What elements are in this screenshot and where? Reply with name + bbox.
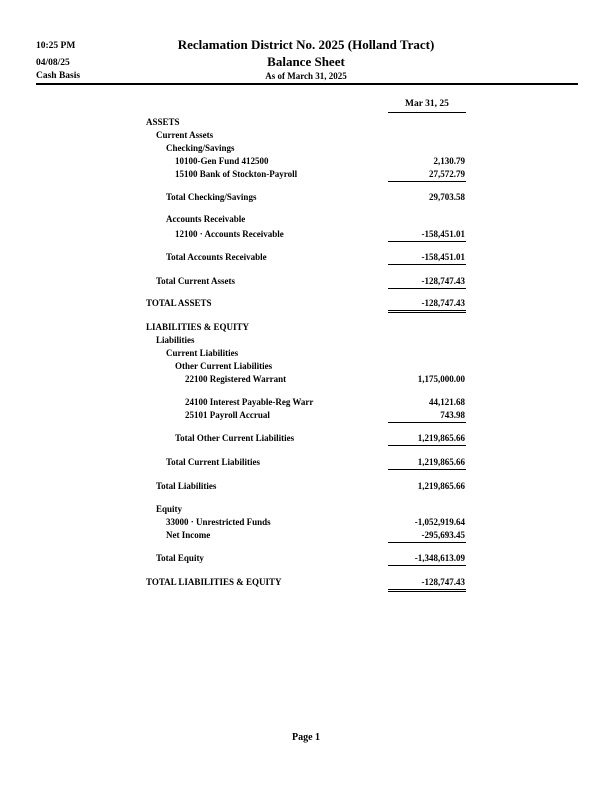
subtotal-rule [388, 288, 466, 289]
column-header: Mar 31, 25 [405, 99, 449, 109]
row-amount: -158,451.01 [421, 252, 465, 262]
table-row [0, 156, 612, 169]
table-row [0, 481, 612, 494]
table-row [0, 130, 612, 143]
table-row [0, 117, 612, 130]
total-double-rule [388, 589, 466, 592]
table-row [0, 553, 612, 566]
row-amount: -128,747.43 [421, 577, 465, 587]
header-rule [36, 83, 578, 85]
subtotal-rule [388, 241, 466, 242]
row-amount: 1,175,000.00 [417, 374, 465, 384]
row-label: LIABILITIES & EQUITY [146, 322, 250, 332]
row-label: 10100-Gen Fund 412500 [175, 156, 269, 166]
row-amount: -1,348,613.09 [414, 553, 465, 563]
row-label: 15100 Bank of Stockton-Payroll [175, 169, 298, 179]
table-row [0, 433, 612, 446]
table-row [0, 361, 612, 374]
table-row [0, 530, 612, 543]
row-amount: -158,451.01 [421, 229, 465, 239]
row-label: Net Income [166, 530, 211, 540]
row-amount: 1,219,865.66 [417, 433, 465, 443]
table-row [0, 335, 612, 348]
table-row [0, 214, 612, 227]
report-date: 04/08/25 [36, 58, 70, 68]
subtotal-rule [388, 565, 466, 566]
row-label: Total Checking/Savings [166, 192, 257, 202]
table-row [0, 374, 612, 387]
table-row [0, 397, 612, 410]
row-label: Accounts Receivable [166, 214, 246, 224]
table-row [0, 457, 612, 470]
row-label: Checking/Savings [166, 143, 235, 153]
row-label: 33000 · Unrestricted Funds [166, 517, 271, 527]
table-row [0, 517, 612, 530]
row-label: TOTAL ASSETS [146, 298, 212, 308]
row-label: ASSETS [146, 117, 180, 127]
row-label: Total Equity [156, 553, 204, 563]
row-label: Other Current Liabilities [175, 361, 273, 371]
subtotal-rule [388, 181, 466, 182]
subtotal-rule [388, 469, 466, 470]
table-row [0, 322, 612, 335]
row-amount: 1,219,865.66 [417, 481, 465, 491]
subtotal-rule [388, 542, 466, 543]
table-row [0, 276, 612, 289]
table-row [0, 577, 612, 590]
subtotal-rule [388, 422, 466, 423]
report-title: Balance Sheet [267, 54, 345, 69]
row-amount: -1,052,919.64 [414, 517, 465, 527]
page-number: Page 1 [291, 732, 321, 743]
row-label: Total Accounts Receivable [166, 252, 267, 262]
table-row [0, 504, 612, 517]
row-label: 24100 Interest Payable-Reg Warr [185, 397, 314, 407]
table-row [0, 229, 612, 242]
subtotal-rule [388, 264, 466, 265]
report-basis: Cash Basis [36, 71, 81, 81]
table-row [0, 252, 612, 265]
table-row [0, 192, 612, 205]
table-row [0, 169, 612, 182]
total-double-rule [388, 310, 466, 313]
row-label: 12100 · Accounts Receivable [175, 229, 284, 239]
subtotal-rule [388, 445, 466, 446]
row-amount: 27,572.79 [429, 169, 465, 179]
row-label: Equity [156, 504, 183, 514]
row-label: Liabilities [156, 335, 195, 345]
table-row [0, 410, 612, 423]
row-label: Total Other Current Liabilities [175, 433, 295, 443]
row-label: Current Liabilities [166, 348, 239, 358]
row-amount: -128,747.43 [421, 298, 465, 308]
row-label: Total Current Liabilities [166, 457, 261, 467]
report-time: 10:25 PM [36, 41, 76, 51]
report-as-of: As of March 31, 2025 [265, 71, 347, 81]
row-label: 22100 Registered Warrant [185, 374, 287, 384]
row-amount: 1,219,865.66 [417, 457, 465, 467]
table-row [0, 348, 612, 361]
table-row [0, 298, 612, 311]
company-name: Reclamation District No. 2025 (Holland Tract) [177, 37, 435, 52]
row-amount: 2,130.79 [433, 156, 465, 166]
row-label: TOTAL LIABILITIES & EQUITY [146, 577, 282, 587]
row-amount: 743.98 [440, 410, 465, 420]
row-label: Current Assets [156, 130, 214, 140]
row-label: Total Liabilities [156, 481, 217, 491]
table-row [0, 143, 612, 156]
row-label: Total Current Assets [156, 276, 236, 286]
row-amount: 44,121.68 [429, 397, 465, 407]
row-label: 25101 Payroll Accrual [185, 410, 270, 420]
row-amount: 29,703.58 [429, 192, 465, 202]
row-amount: -128,747.43 [421, 276, 465, 286]
row-amount: -295,693.45 [421, 530, 465, 540]
column-header-rule [388, 112, 466, 113]
